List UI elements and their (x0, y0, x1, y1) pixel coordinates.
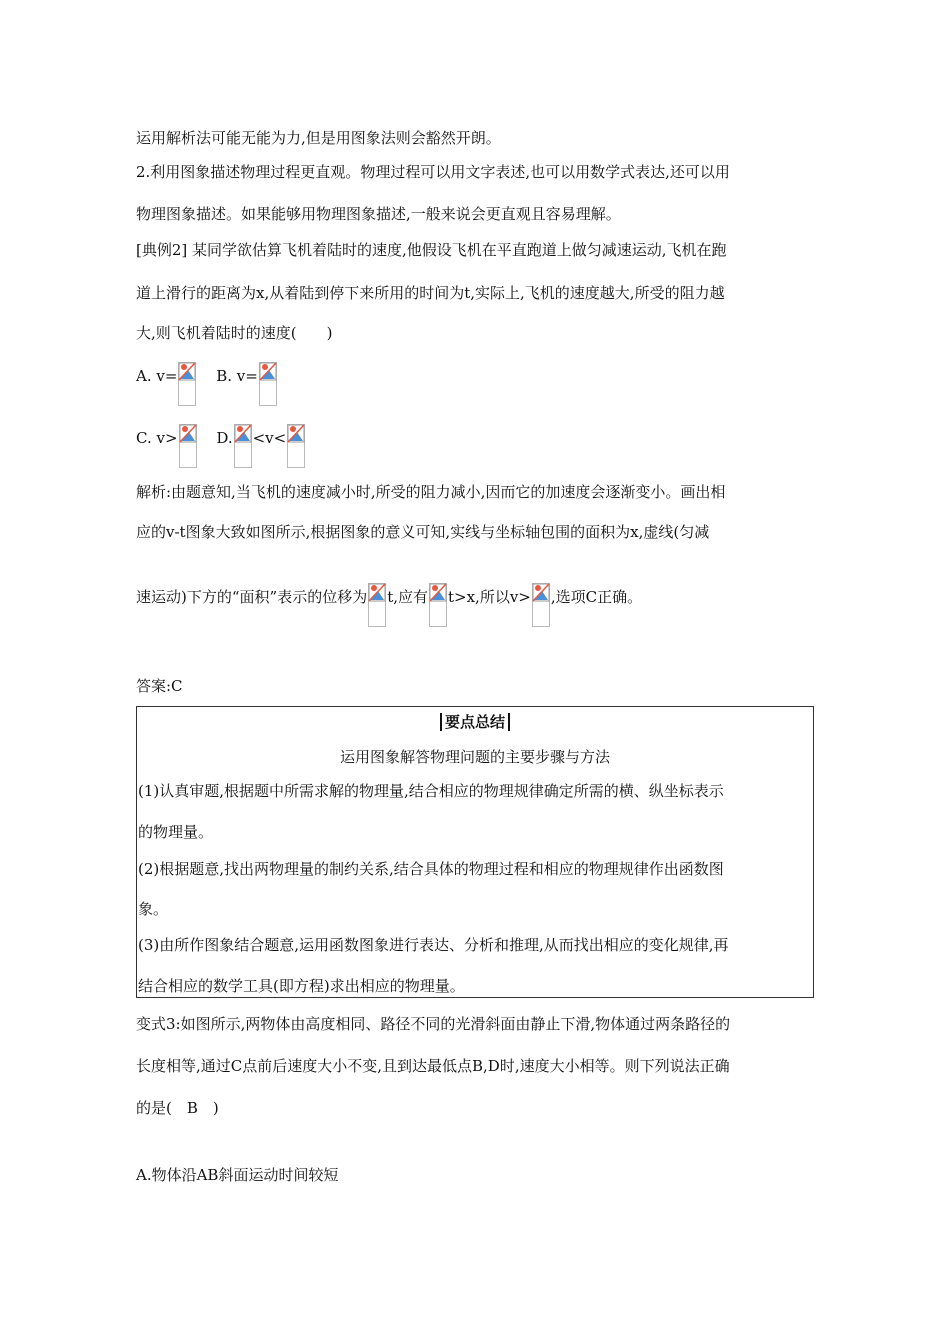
broken-image-icon (179, 424, 197, 468)
variant-line: 的是( B ) (136, 1099, 219, 1117)
summary-line: 象。 (138, 900, 169, 918)
summary-title: 要点总结 (137, 711, 813, 733)
option-d-text: <v< (252, 429, 287, 447)
analysis-text: ,选项C正确。 (550, 588, 643, 606)
option-c-text: v> (156, 429, 178, 447)
example-line: [典例2] 某同学欲估算飞机着陆时的速度,他假设飞机在平直跑道上做匀减速运动,飞机在跑 (136, 241, 727, 259)
variant-line: 长度相等,通过C点前后速度大小不变,且到达最低点B,D时,速度大小相等。则下列说法正确 (136, 1057, 730, 1075)
paragraph-line: 物理图象描述。如果能够用物理图象描述,一般来说会更直观且容易理解。 (136, 205, 621, 223)
option-d-label: D. (216, 429, 233, 447)
analysis-line-3 (136, 587, 642, 627)
broken-image-icon (287, 424, 305, 468)
broken-image-icon (532, 583, 550, 627)
broken-image-icon (368, 583, 386, 627)
analysis-text: 速运动)下方的“面积”表示的位移为 (136, 588, 368, 606)
example-line: 大,则飞机着陆时的速度( ) (136, 324, 333, 342)
answer-line: 答案:C (136, 677, 183, 695)
options-row-ab (136, 366, 278, 406)
broken-image-icon (429, 583, 447, 627)
example-line: 道上滑行的距离为x,从着陆到停下来所用的时间为t,实际上,飞机的速度越大,所受的阻力越 (136, 284, 725, 302)
broken-image-icon (178, 362, 196, 406)
paragraph-line: 2.利用图象描述物理过程更直观。物理过程可以用文字表述,也可以用数学式表达,还可以用 (136, 163, 730, 181)
analysis-line: 应的v-t图象大致如图所示,根据图象的意义可知,实线与坐标轴包围的面积为x,虚线(匀减 (136, 523, 710, 541)
summary-subtitle: 运用图象解答物理问题的主要步骤与方法 (339, 748, 610, 766)
option-b-text: v= (236, 367, 258, 385)
analysis-text: t>x,所以v> (448, 588, 531, 606)
option-b-label: B. (216, 367, 233, 385)
options-row-cd (136, 428, 306, 468)
broken-image-icon (259, 362, 277, 406)
summary-line: 的物理量。 (138, 823, 214, 841)
variant-option-a: A.物体沿AB斜面运动时间较短 (136, 1166, 339, 1184)
summary-line: (2)根据题意,找出两物理量的制约关系,结合具体的物理过程和相应的物理规律作出函数图 (138, 860, 724, 878)
summary-line: 结合相应的数学工具(即方程)求出相应的物理量。 (138, 977, 465, 995)
summary-box (136, 706, 814, 998)
variant-line: 变式3:如图所示,两物体由高度相同、路径不同的光滑斜面由静止下滑,物体通过两条路径的 (136, 1015, 731, 1033)
summary-line: (3)由所作图象结合题意,运用函数图象进行表达、分析和推理,从而找出相应的变化规律,再 (138, 936, 729, 954)
paragraph-line: 运用解析法可能无能为力,但是用图象法则会豁然开朗。 (136, 129, 501, 147)
analysis-line: 解析:由题意知,当飞机的速度减小时,所受的阻力减小,因而它的加速度会逐渐变小。画出相 (136, 483, 726, 501)
broken-image-icon (234, 424, 252, 468)
analysis-text: t,应有 (387, 588, 428, 606)
option-a-label: A. (136, 367, 152, 385)
summary-line: (1)认真审题,根据题中所需求解的物理量,结合相应的物理规律确定所需的横、纵坐标表示 (138, 782, 724, 800)
option-c-label: C. (136, 429, 152, 447)
option-a-text: v= (156, 367, 178, 385)
